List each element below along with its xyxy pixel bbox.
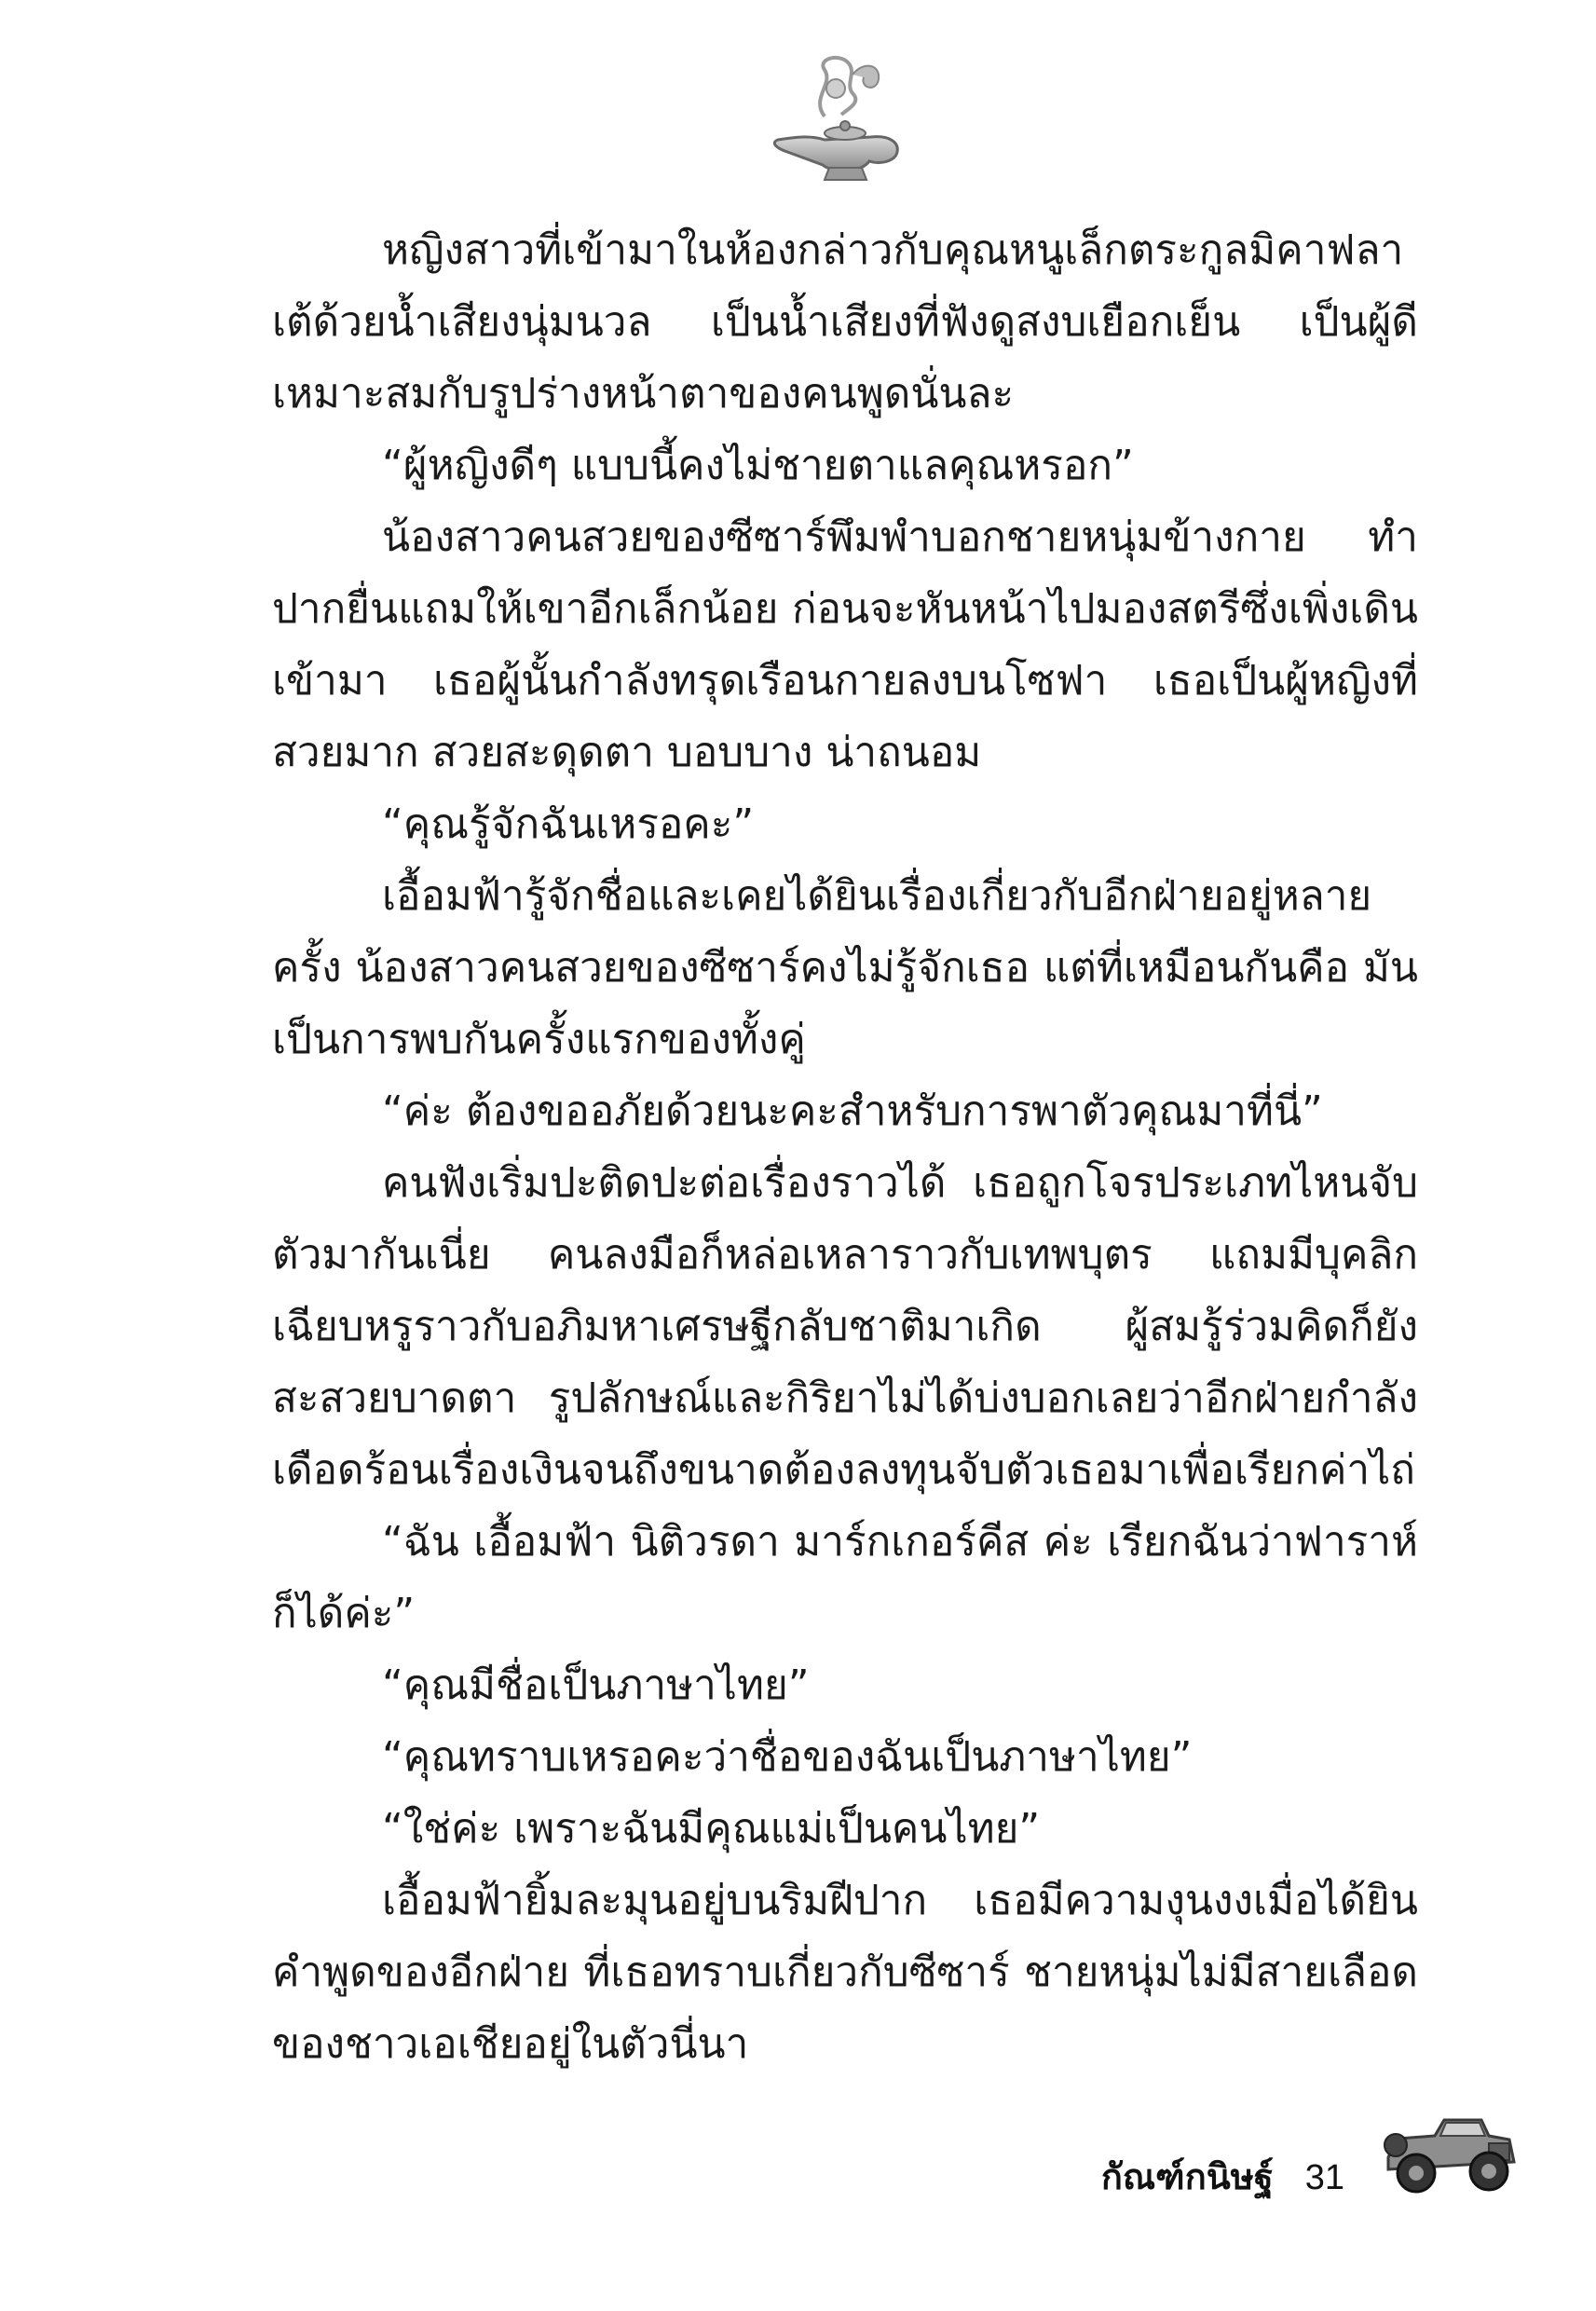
story-text	[272, 214, 1418, 2080]
paragraph: “ฉัน เอื้อมฟ้า นิติวรดา มาร์กเกอร์คีส ค่ะ เรียกฉันว่าฟาราห์ก็ได้ค่ะ”	[272, 1518, 1418, 1637]
paragraph: น้องสาวคนสวยของซีซาร์พึมพำบอกชายหนุ่มข้างกาย ทำปากยื่นแถมให้เขาอีกเล็กน้อย ก่อนจะหันหน้าไปมองสตรีซึ่งเพิ่งเดินเข้ามา เธอผู้นั้นกำลังทรุดเรือนกายลงบนโซฟา เธอเป็นผู้หญิงที่สวยมาก สวยสะดุดตา บอบบาง น่าถนอม	[272, 513, 1418, 776]
genie-lamp-icon	[759, 51, 918, 191]
paragraph: “ค่ะ ต้องขออภัยด้วยนะคะสำหรับการพาตัวคุณมาที่นี่”	[382, 1087, 1323, 1135]
paragraph: เอื้อมฟ้ายิ้มละมุนอยู่บนริมฝีปาก เธอมีความงุนงงเมื่อได้ยินคำพูดของอีกฝ่าย ที่เธอทราบเกี่ยวกับซีซาร์ ชายหนุ่มไม่มีสายเลือดของชาวเอเชียอยู่ในตัวนี่นา	[272, 1877, 1418, 2068]
paragraph: “คุณทราบเหรอคะว่าชื่อของฉันเป็นภาษาไทย”	[382, 1733, 1193, 1781]
page-number: 31	[1304, 2158, 1344, 2197]
jeep-icon	[1379, 2087, 1519, 2208]
paragraph: “คุณรู้จักฉันเหรอคะ”	[382, 800, 755, 848]
paragraph: เอื้อมฟ้ารู้จักชื่อและเคยได้ยินเรื่องเกี่ยวกับอีกฝ่ายอยู่หลายครั้ง น้องสาวคนสวยของซีซาร์คงไม่รู้จักเธอ แต่ที่เหมือนกันคือ มันเป็นการพบกันครั้งแรกของทั้งคู่	[272, 872, 1418, 1063]
page-footer	[1101, 2148, 1344, 2205]
running-title: กัณฑ์กนิษฐ์	[1100, 2156, 1274, 2197]
paragraph: หญิงสาวที่เข้ามาในห้องกล่าวกับคุณหนูเล็กตระกูลมิคาฟลาเต้ด้วยน้ำเสียงนุ่มนวล เป็นน้ำเสียงที่ฟังดูสงบเยือกเย็น เป็นผู้ดีเหมาะสมกับรูปร่างหน้าตาของคนพูดนั่นละ	[272, 226, 1418, 417]
paragraph: คนฟังเริ่มปะติดปะต่อเรื่องราวได้ เธอถูกโจรประเภทไหนจับตัวมากันเนี่ย คนลงมือก็หล่อเหลาราวกับเทพบุตร แถมมีบุคลิกเฉียบหรูราวกับอภิมหาเศรษฐีกลับชาติมาเกิด ผู้สมรู้ร่วมคิดก็ยังสะสวยบาดตา รูปลักษณ์และกิริยาไม่ได้บ่งบอกเลยว่าอีกฝ่ายกำลังเดือดร้อนเรื่องเงินจนถึงขนาดต้องลงทุนจับตัวเธอมาเพื่อเรียกค่าไถ่	[272, 1159, 1418, 1494]
paragraph: “ใช่ค่ะ เพราะฉันมีคุณแม่เป็นคนไทย”	[382, 1805, 1041, 1853]
paragraph: “คุณมีชื่อเป็นภาษาไทย”	[382, 1661, 810, 1709]
paragraph: “ผู้หญิงดีๆ แบบนี้คงไม่ชายตาแลคุณหรอก”	[382, 442, 1134, 489]
